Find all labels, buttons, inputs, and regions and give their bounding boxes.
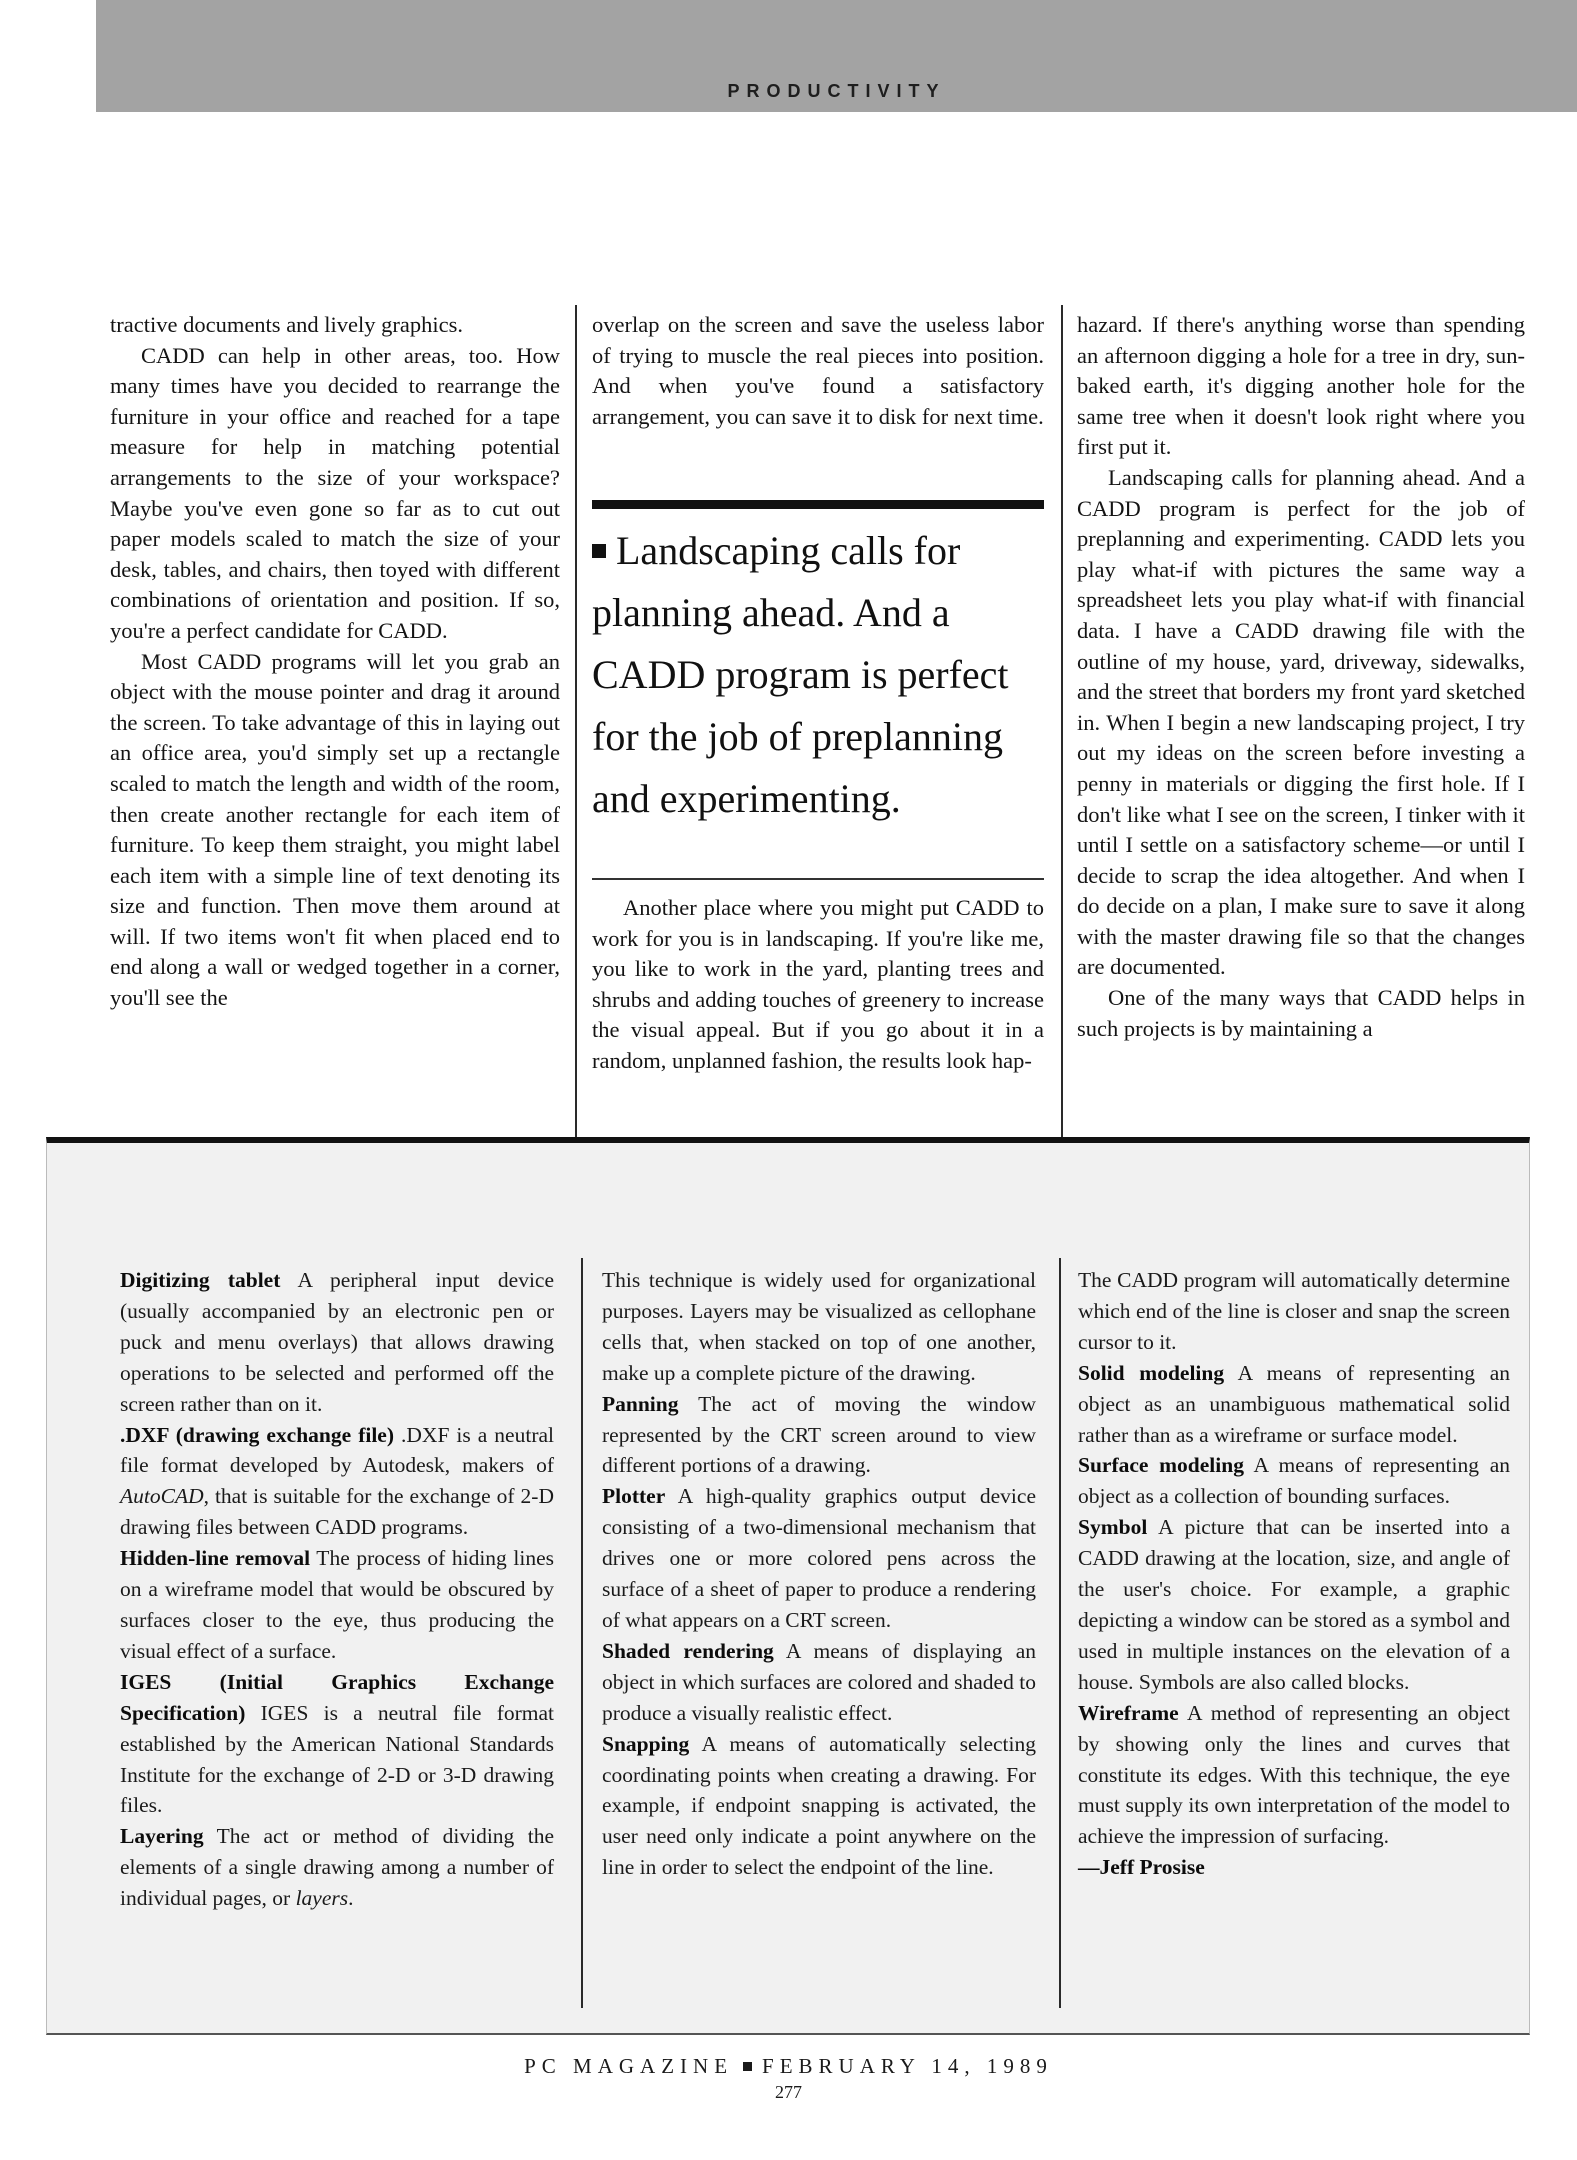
pull-quote-bottom-rule: [592, 878, 1044, 880]
author-name: —Jeff Prosise: [1078, 1855, 1205, 1880]
paragraph: Another place where you might put CADD to work for you is in landscaping. If you're like me, you like to work in the yard, planting trees and shrubs and adding touches of greenery to increase the visual appeal. But if you go about it in a random, unplanned fashion, the results look hap-: [592, 895, 1044, 1073]
page-footer: [0, 2054, 1577, 2079]
page-number: 277: [775, 2082, 802, 2102]
column-divider: [581, 1258, 583, 2008]
paragraph: tractive documents and lively graphics.: [110, 312, 464, 337]
pull-quote-text: Landscaping calls for planning ahead. And a CADD program is perfect for the job of preplanning and experimenting.: [592, 528, 1009, 821]
glossary-entry: [602, 1265, 1036, 1389]
glossary-column-2: [602, 1265, 1036, 1883]
glossary-entry: [1078, 1358, 1510, 1451]
glossary-definition: , that is suitable for the exchange of 2-D drawing files between CADD programs.: [120, 1484, 554, 1540]
glossary-term: Shaded rendering: [602, 1638, 774, 1663]
glossary-definition: A means of representing an object as an unambiguous mathematical solid rather than as a wireframe or surface model.: [1078, 1360, 1510, 1447]
glossary-definition: A means of displaying an object in which surfaces are colored and shaded to produce a visually realistic effect.: [602, 1638, 1036, 1725]
glossary-definition: A picture that can be inserted into a CADD drawing at the location, size, and angle of the user's choice. For example, a graphic depicting a window can be stored as a symbol and used in multiple instances on the elevation of a house. Symbols are also called blocks.: [1078, 1515, 1510, 1694]
glossary-term: Hidden-line removal: [120, 1546, 311, 1571]
glossary-definition: .: [348, 1886, 354, 1911]
glossary-term: Layering: [120, 1824, 204, 1849]
glossary-term: .DXF (drawing exchange file): [120, 1422, 395, 1447]
glossary-emphasis: AutoCAD: [120, 1484, 204, 1509]
glossary-term: Digitizing tablet: [120, 1268, 281, 1292]
glossary-term: Surface modeling: [1078, 1453, 1244, 1478]
article-column-3: [1077, 310, 1525, 1044]
glossary-definition: The act of moving the window represented by the CRT screen around to view different portions of a drawing.: [602, 1391, 1036, 1478]
glossary-entry: [120, 1667, 554, 1822]
issue-date: FEBRUARY 14, 1989: [762, 2054, 1053, 2078]
glossary-entry: [120, 1265, 554, 1420]
glossary-entry: [1078, 1512, 1510, 1697]
glossary-emphasis: layers: [295, 1886, 349, 1911]
glossary-entry: [1078, 1450, 1510, 1512]
glossary-entry: [120, 1543, 554, 1667]
article-column-2-bottom: [592, 893, 1044, 1077]
glossary-term: Panning: [602, 1391, 679, 1416]
glossary-definition: A means of automatically selecting coordinating points when creating a drawing. For example, if endpoint snapping is activated, the user need only indicate a point anywhere on the line in order to select the endpoint of the line.: [602, 1731, 1036, 1880]
glossary-definition: The process of hiding lines on a wireframe model that would be obscured by surfaces closer to the eye, thus producing the visual effect of a surface.: [120, 1546, 554, 1663]
article-column-2-top: [592, 310, 1044, 432]
glossary-definition: The act or method of dividing the elements of a single drawing among a number of individual pages, or: [120, 1824, 554, 1911]
glossary-term: Solid modeling: [1078, 1360, 1225, 1385]
square-separator-icon: [743, 2062, 752, 2071]
glossary-entry: [602, 1389, 1036, 1482]
section-label: PRODUCTIVITY: [727, 81, 946, 101]
glossary-entry: [602, 1729, 1036, 1884]
paragraph: CADD can help in other areas, too. How many times have you decided to rearrange the furniture in your office and reached for a tape measure for help in matching potential arrangements to the size of your workspace? Maybe you've even gone so far as to cut out paper models scaled to match the size of your desk, tables, and chairs, then toyed with different combinations of orientation and position. If so, you're a perfect candidate for CADD.: [110, 342, 560, 643]
glossary-column-1: [120, 1265, 554, 1914]
glossary-term: Plotter: [602, 1484, 666, 1509]
glossary-definition: .DXF is a neutral file format developed by Autodesk, makers of: [120, 1422, 555, 1478]
glossary-term: Wireframe: [1078, 1700, 1179, 1725]
glossary-entry: [602, 1636, 1036, 1729]
column-divider: [1061, 305, 1063, 1145]
glossary-definition: This technique is widely used for organizational purposes. Layers may be visualized as cellophane cells that, when stacked on top of one another, make up a complete picture of the drawing.: [602, 1268, 1036, 1385]
pull-quote-top-rule: [592, 500, 1044, 509]
glossary-definition: A peripheral input device (usually accompanied by an electronic pen or puck and menu overlays) that allows drawing operations to be selected and performed off the screen rather than on it.: [120, 1268, 554, 1416]
glossary-term: Snapping: [602, 1731, 690, 1756]
paragraph: hazard. If there's anything worse than spending an afternoon digging a hole for a tree in dry, sun-baked earth, it's digging another hole for the same tree when it doesn't look right where you first put it.: [1077, 312, 1525, 460]
glossary-entry: [602, 1481, 1036, 1636]
column-divider: [575, 305, 577, 1145]
paragraph: One of the many ways that CADD helps in such projects is by maintaining a: [1077, 985, 1525, 1041]
glossary-term: IGES (Initial Graphics Exchange Specification): [120, 1669, 554, 1725]
article-column-1: [110, 310, 560, 1014]
glossary-entry: [120, 1420, 554, 1544]
glossary-entry: [120, 1821, 554, 1914]
glossary-definition: IGES is a neutral file format established by the American National Standards Institute for the exchange of 2-D or 3-D drawing files.: [120, 1700, 554, 1818]
paragraph: Most CADD programs will let you grab an object with the mouse pointer and drag it around the screen. To take advantage of this in laying out an office area, you'd simply set up a rectangle scaled to match the length and width of the room, then create another rectangle for each item of furniture. To keep them straight, you might label each item with a simple line of text denoting its size and function. Then move them around at will. If two items won't fit when placed end to end along a wall or wedged together in a corner, you'll see the: [110, 648, 560, 1011]
glossary-entry: [1078, 1265, 1510, 1358]
author-signature: [1078, 1852, 1510, 1883]
glossary-definition: A means of representing an object as a collection of bounding surfaces.: [1078, 1453, 1510, 1509]
glossary-term: Symbol: [1078, 1515, 1148, 1540]
glossary-entry: [1078, 1698, 1510, 1853]
square-bullet-icon: [592, 544, 606, 558]
paragraph: overlap on the screen and save the useless labor of trying to muscle the real pieces into position. And when you've found a satisfactory arrangement, you can save it to disk for next time.: [592, 312, 1044, 429]
pull-quote: [592, 520, 1044, 830]
glossary-definition: The CADD program will automatically determine which end of the line is closer and snap the screen cursor to it.: [1078, 1268, 1510, 1354]
paragraph: Landscaping calls for planning ahead. And a CADD program is perfect for the job of preplanning and experimenting. CADD lets you play what-if with pictures the same way a spreadsheet lets you play what-if with financial data. I have a CADD drawing file with the outline of my house, yard, driveway, sidewalks, and the street that borders my front yard sketched in. When I begin a new landscaping project, I try out my ideas on the screen before investing a penny in materials or digging the first hole. If I don't like what I see on the screen, I tinker with it until I settle on a satisfactory scheme—or until I decide to scrap the idea altogether. And when I do decide on a plan, I make sure to save it along with the master drawing file so that the changes are documented.: [1077, 464, 1525, 980]
column-divider: [1059, 1258, 1061, 2008]
magazine-name: PC MAGAZINE: [524, 2054, 734, 2078]
glossary-definition: A method of representing an object by showing only the lines and curves that constitute its edges. With this technique, the eye must supply its own interpretation of the model to achieve the impression of surfacing.: [1078, 1700, 1510, 1849]
glossary-definition: A high-quality graphics output device consisting of a two-dimensional mechanism that drives one or more colored pens across the surface of a sheet of paper to produce a rendering of what appears on a CRT screen.: [602, 1484, 1036, 1632]
glossary-column-3: [1078, 1265, 1510, 1883]
section-header-band: [96, 0, 1577, 112]
